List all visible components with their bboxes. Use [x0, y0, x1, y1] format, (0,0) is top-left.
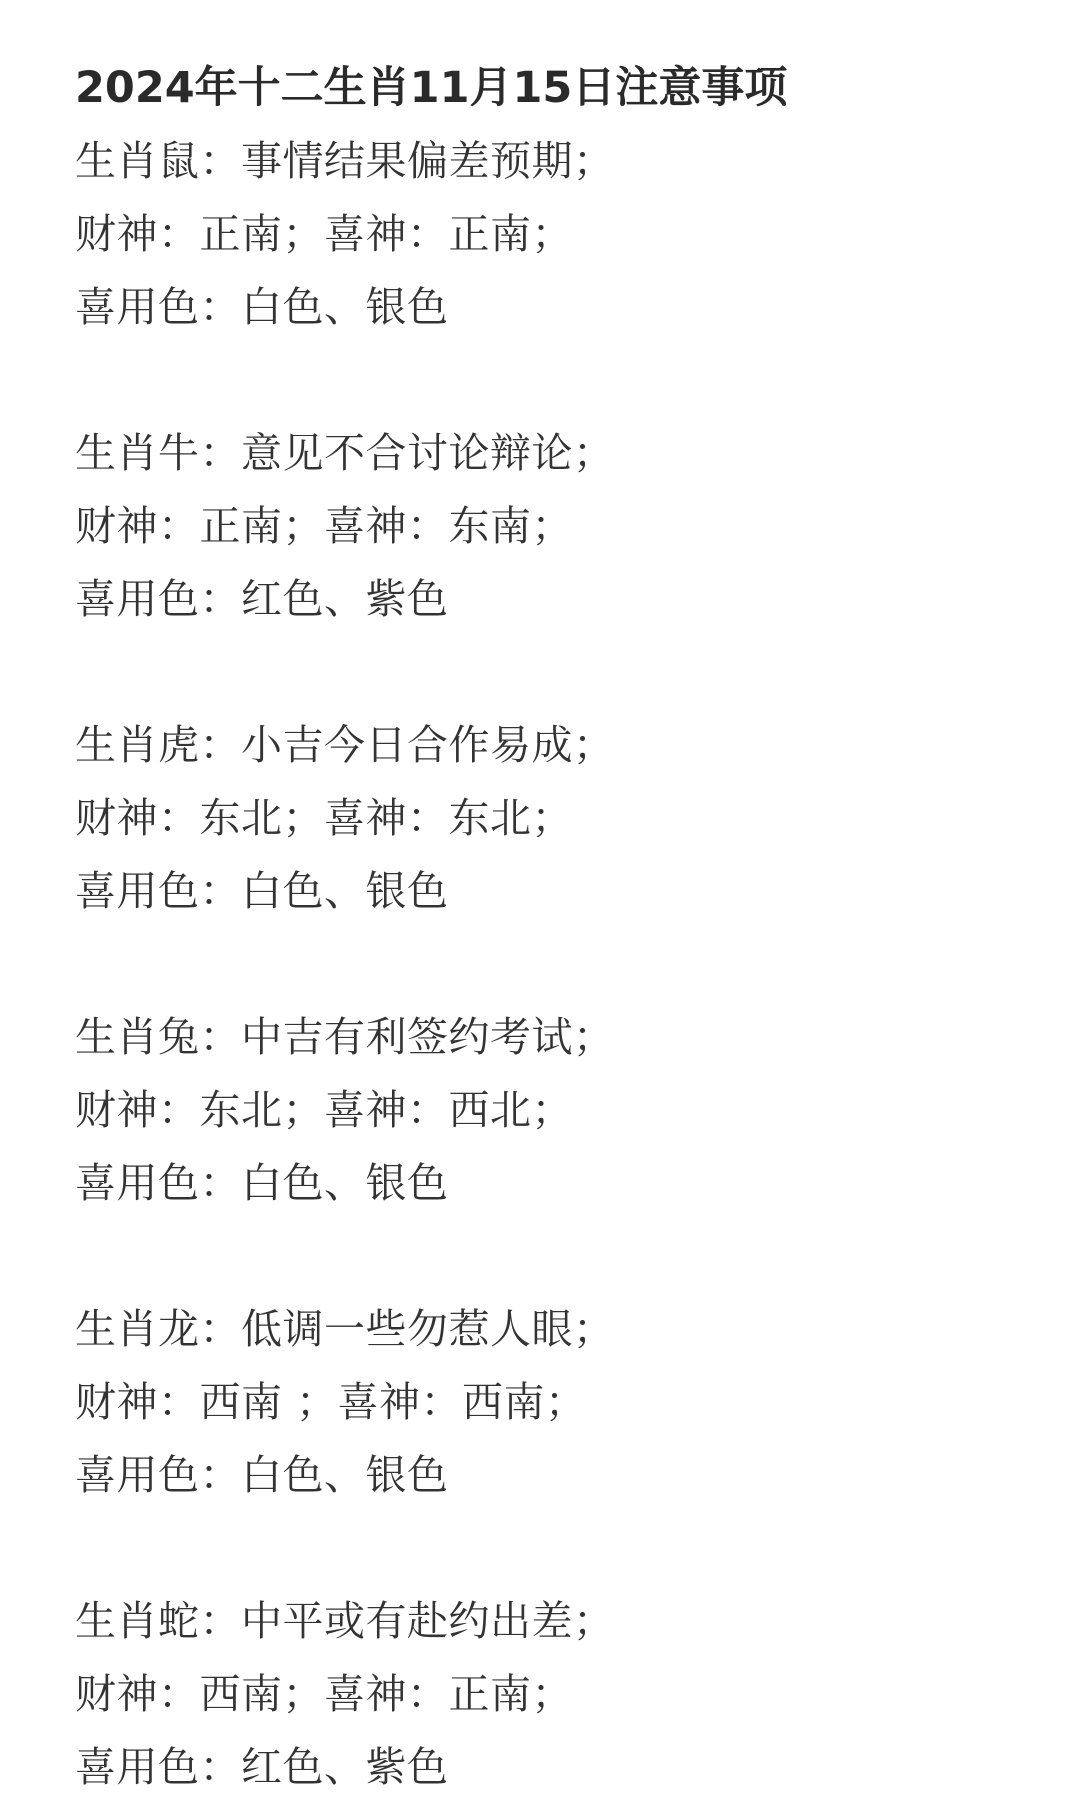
gods-direction-line: 财神：东北；喜神：西北；	[75, 1086, 573, 1134]
zodiac-fortune-line: 生肖牛：意见不合讨论辩论；	[75, 429, 615, 477]
lucky-colors-line: 喜用色：白色、银色	[75, 1451, 449, 1499]
lucky-colors-line: 喜用色：白色、银色	[75, 867, 449, 915]
zodiac-entry-rat	[75, 125, 1050, 344]
gods-direction-line: 财神：西南 ；喜神：西南；	[75, 1378, 587, 1426]
gods-direction-line: 财神：正南；喜神：正南；	[75, 210, 573, 258]
lucky-colors-line: 喜用色：白色、银色	[75, 1159, 449, 1207]
zodiac-entry-ox	[75, 417, 1050, 636]
gods-direction-line: 财神：西南；喜神：正南；	[75, 1670, 573, 1718]
article-body	[75, 52, 1050, 1804]
zodiac-fortune-line: 生肖虎：小吉今日合作易成；	[75, 721, 615, 769]
zodiac-entry-rabbit	[75, 1001, 1050, 1220]
zodiac-fortune-line: 生肖兔：中吉有利签约考试；	[75, 1013, 615, 1061]
zodiac-entry-snake	[75, 1585, 1050, 1804]
lucky-colors-line: 喜用色：红色、紫色	[75, 575, 449, 623]
gods-direction-line: 财神：正南；喜神：东南；	[75, 502, 573, 550]
lucky-colors-line: 喜用色：红色、紫色	[75, 1743, 449, 1791]
zodiac-fortune-line: 生肖鼠：事情结果偏差预期；	[75, 137, 615, 185]
page-title: 2024年十二生肖11月15日注意事项	[75, 63, 788, 113]
gods-direction-line: 财神：东北；喜神：东北；	[75, 794, 573, 842]
lucky-colors-line: 喜用色：白色、银色	[75, 283, 449, 331]
zodiac-fortune-line: 生肖龙：低调一些勿惹人眼；	[75, 1305, 615, 1353]
zodiac-entry-dragon	[75, 1293, 1050, 1512]
zodiac-fortune-line: 生肖蛇：中平或有赴约出差；	[75, 1597, 615, 1645]
zodiac-entry-tiger	[75, 709, 1050, 928]
